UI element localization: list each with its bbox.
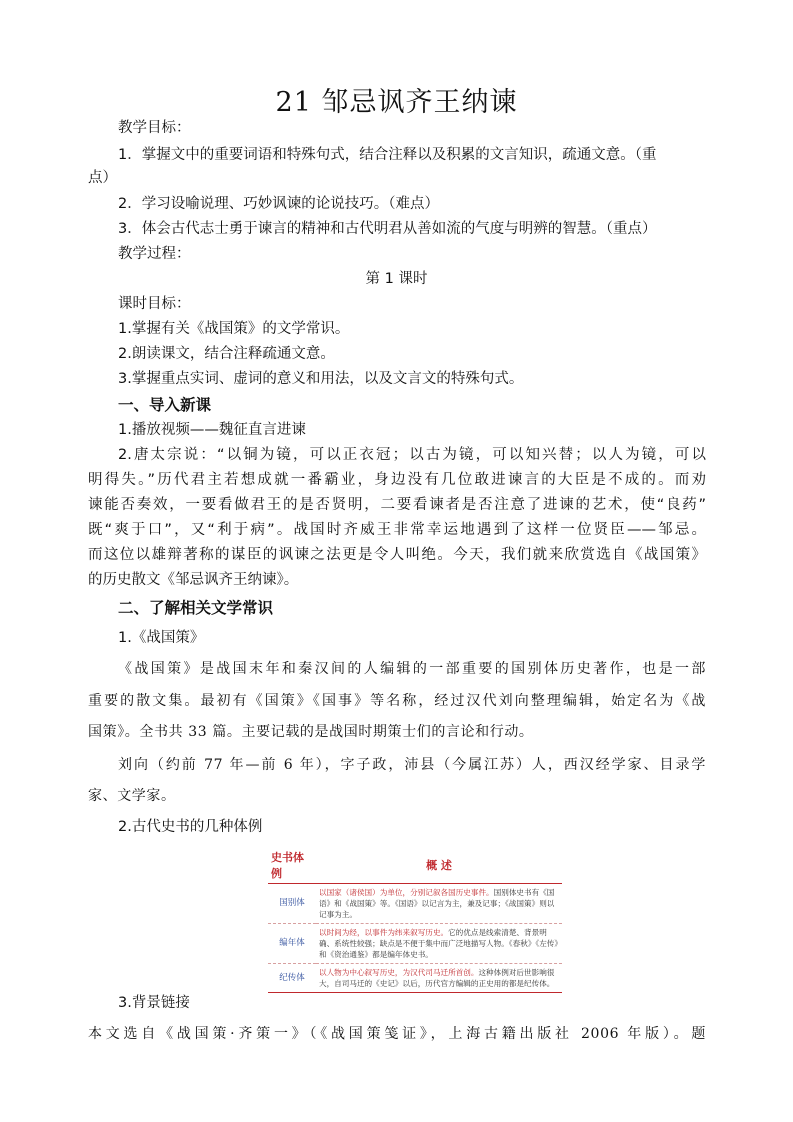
- subsection-heading: 1.《战国策》: [118, 630, 205, 646]
- genre-highlight: 以国家（诸侯国）为单位，分别记叙各国历史事件。: [319, 888, 494, 897]
- genre-detail: 这种体例对后世影响很大，自司马迁的《史记》以后，历代官方编辑的正史用的都是纪传体。: [319, 968, 555, 988]
- subsection-heading: 3.背景链接: [118, 995, 190, 1011]
- goal-line: 1．掌握文中的重要词语和特殊句式，结合注释以及积累的文言知识，疏通文意。（重: [118, 147, 657, 163]
- intro-paragraph-line: 2.唐太宗说：“以铜为镜，可以正衣冠；以古为镜，可以知兴替；以人为镜，可以: [118, 447, 706, 463]
- zhanguoce-paragraph-line: 《战国策》是战国末年和秦汉间的人编辑的一部重要的国别体历史著作，也是一部: [118, 661, 706, 677]
- lesson-title: 第 1 课时: [365, 271, 428, 287]
- table-row: [268, 924, 562, 964]
- table-row: [268, 884, 562, 924]
- history-genres-table: [268, 848, 562, 993]
- section-heading: 一、导入新课: [118, 396, 212, 414]
- section-heading: 二、了解相关文学常识: [118, 599, 274, 617]
- subsection-heading: 2.古代史书的几种体例: [118, 819, 263, 835]
- goal-line: 点）: [88, 170, 117, 186]
- genre-name: 纪传体: [268, 964, 316, 993]
- intro-paragraph-line: 的历史散文《邹忌讽齐王纳谏》。: [88, 572, 299, 588]
- genre-name: 国别体: [268, 884, 316, 924]
- table-header-description: 概 述: [316, 848, 562, 884]
- intro-item: 1.播放视频——魏征直言进谏: [118, 422, 306, 438]
- goal-line: 2．学习设喻说理、巧妙讽谏的论说技巧。（难点）: [118, 196, 439, 212]
- goals-heading: 教学目标：: [118, 120, 191, 136]
- liuxiang-paragraph-line: 家、文学家。: [88, 788, 176, 804]
- genre-description: [316, 924, 562, 964]
- lesson-goal-line: 1.掌握有关《战国策》的文学常识。: [118, 321, 350, 337]
- genre-detail: 它的优点是线索清楚、背景明确、系统性较强；缺点是不便于集中而广泛地描写人物。《春秋》《左传》和《资治通鉴》都是编年体史书。: [319, 928, 559, 959]
- zhanguoce-paragraph-line: 重要的散文集。最初有《国策》《国事》等名称，经过汉代刘向整理编辑，始定名为《战: [88, 693, 706, 709]
- background-paragraph-line: 本文选自《战国策·齐策一》（《战国策笺证》，上海古籍出版社 2006 年版）。题: [88, 1026, 706, 1042]
- intro-paragraph-line: 谏能否奏效，一要看做君王的是否贤明，二要看谏者是否注意了进谏的艺术，使“良药”: [88, 497, 706, 513]
- genre-description: [316, 884, 562, 924]
- genre-description: [316, 964, 562, 993]
- intro-paragraph-line: 明得失。”历代君主若想成就一番霸业，身边没有几位敢进谏言的大臣是不成的。而劝: [88, 472, 706, 488]
- page-title: 21 邹忌讽齐王纳谏: [275, 87, 518, 118]
- intro-paragraph-line: 而这位以雄辩著称的谋臣的讽谏之法更是令人叫绝。今天，我们就来欣赏选自《战国策》: [88, 547, 706, 563]
- table-header-genre: 史书体例: [268, 848, 316, 884]
- intro-paragraph-line: 既“爽于口”，又“利于病”。战国时齐威王非常幸运地遇到了这样一位贤臣——邹忌。: [88, 522, 706, 538]
- goal-line: 3．体会古代志士勇于谏言的精神和古代明君从善如流的气度与明辨的智慧。（重点）: [118, 221, 657, 237]
- genre-detail: 国别体史书有《国语》和《战国策》等。《国语》以记言为主，兼及记事；《战国策》则以记事为主。: [319, 888, 555, 919]
- zhanguoce-paragraph-line: 国策》。全书共 33 篇。主要记载的是战国时期策士们的言论和行动。: [88, 724, 534, 740]
- process-heading: 教学过程：: [118, 246, 191, 262]
- liuxiang-paragraph-line: 刘向（约前 77 年—前 6 年），字子政，沛县（今属江苏）人，西汉经学家、目录学: [118, 757, 706, 773]
- table-row: [268, 964, 562, 993]
- lesson-goal-line: 2.朗读课文，结合注释疏通文意。: [118, 346, 335, 362]
- genre-highlight: 以时间为经，以事件为纬来叙写历史。: [319, 928, 449, 937]
- genre-name: 编年体: [268, 924, 316, 964]
- lesson-goal-line: 3.掌握重点实词、虚词的意义和用法，以及文言文的特殊句式。: [118, 371, 524, 387]
- lesson-goals-heading: 课时目标：: [118, 296, 191, 312]
- genre-highlight: 以人物为中心叙写历史，为汉代司马迁所首创。: [319, 968, 479, 977]
